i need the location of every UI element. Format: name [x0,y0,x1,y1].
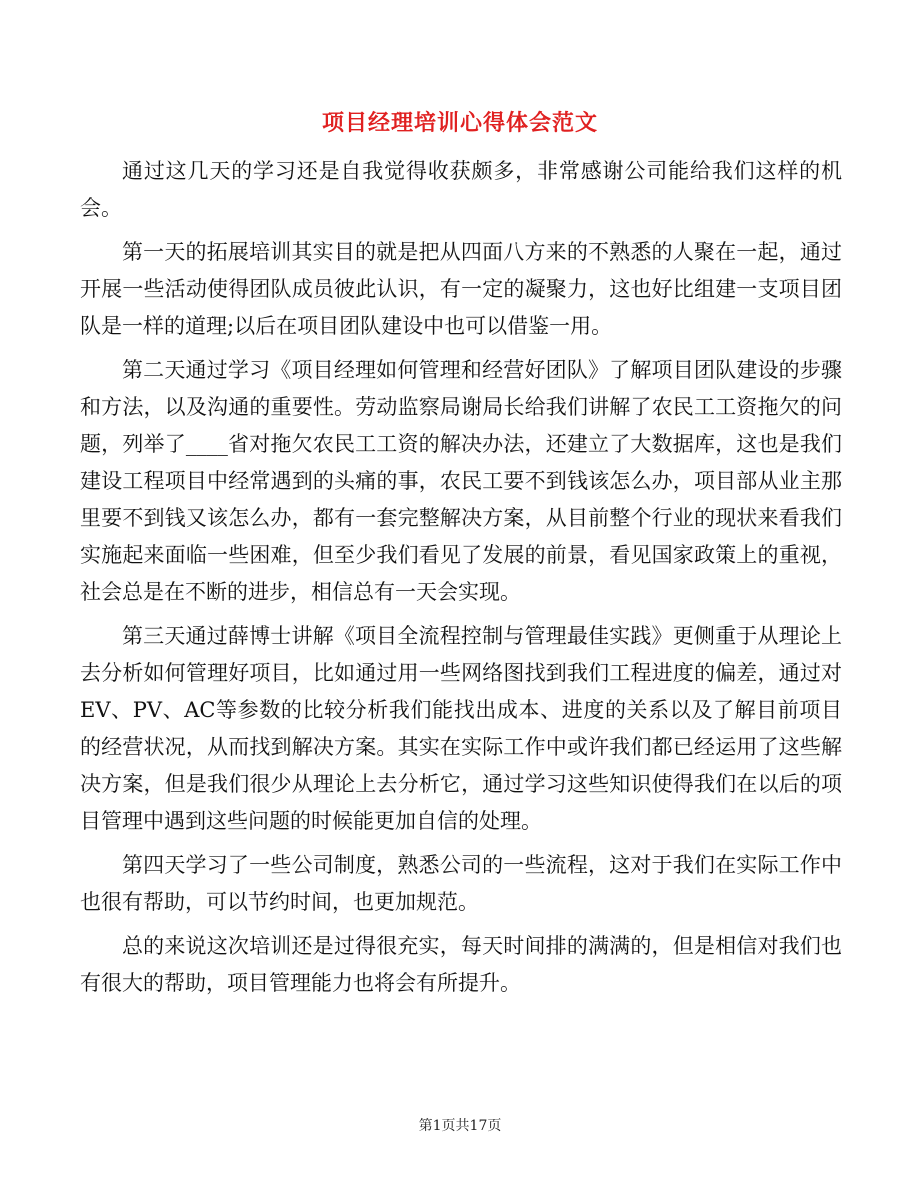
paragraph-4: 第三天通过薛博士讲解《项目全流程控制与管理最佳实践》更侧重于从理论上去分析如何管理好项目，比如通过用一些网络图找到我们工程进度的偏差，通过对EV、PV、AC等参数的比较分析我们能找出成本、进度的关系以及了解目前项目的经营状况，从而找到解决方案。其实在实际工作中或许我们都已经运用了这些解决方案，但是我们很少从理论上去分析它，通过学习这些知识使得我们在以后的项目管理中遇到这些问题的时候能更加自信的处理。 [80,624,842,833]
paragraph-6: 总的来说这次培训还是过得很充实，每天时间排的满满的，但是相信对我们也有很大的帮助，项目管理能力也将会有所提升。 [80,934,842,995]
paragraph-5: 第四天学习了一些公司制度，熟悉公司的一些流程，这对于我们在实际工作中也很有帮助，可以节约时间，也更加规范。 [80,853,842,914]
paragraph-1: 通过这几天的学习还是自我觉得收获颇多，非常感谢公司能给我们这样的机会。 [80,159,842,220]
page-title: 项目经理培训心得体会范文 [321,110,598,136]
document-body [80,153,842,1009]
page-number-footer: 第1页共17页 [418,1118,502,1134]
paragraph-2: 第一天的拓展培训其实目的就是把从四面八方来的不熟悉的人聚在一起，通过开展一些活动使得团队成员彼此认识，有一定的凝聚力，这也好比组建一支项目团队是一样的道理;以后在项目团队建设中也可以借鉴一用。 [80,240,842,338]
paragraph-3: 第二天通过学习《项目经理如何管理和经营好团队》了解项目团队建设的步骤和方法，以及沟通的重要性。劳动监察局谢局长给我们讲解了农民工工资拖欠的问题，列举了____省对拖欠农民工工资的解决办法，还建立了大数据库，这也是我们建设工程项目中经常遇到的头痛的事，农民工要不到钱该怎么办，项目部从业主那里要不到钱又该怎么办，都有一套完整解决方案，从目前整个行业的现状来看我们实施起来面临一些困难，但至少我们看见了发展的前景，看见国家政策上的重视，社会总是在不断的进步，相信总有一天会实现。 [80,358,842,604]
